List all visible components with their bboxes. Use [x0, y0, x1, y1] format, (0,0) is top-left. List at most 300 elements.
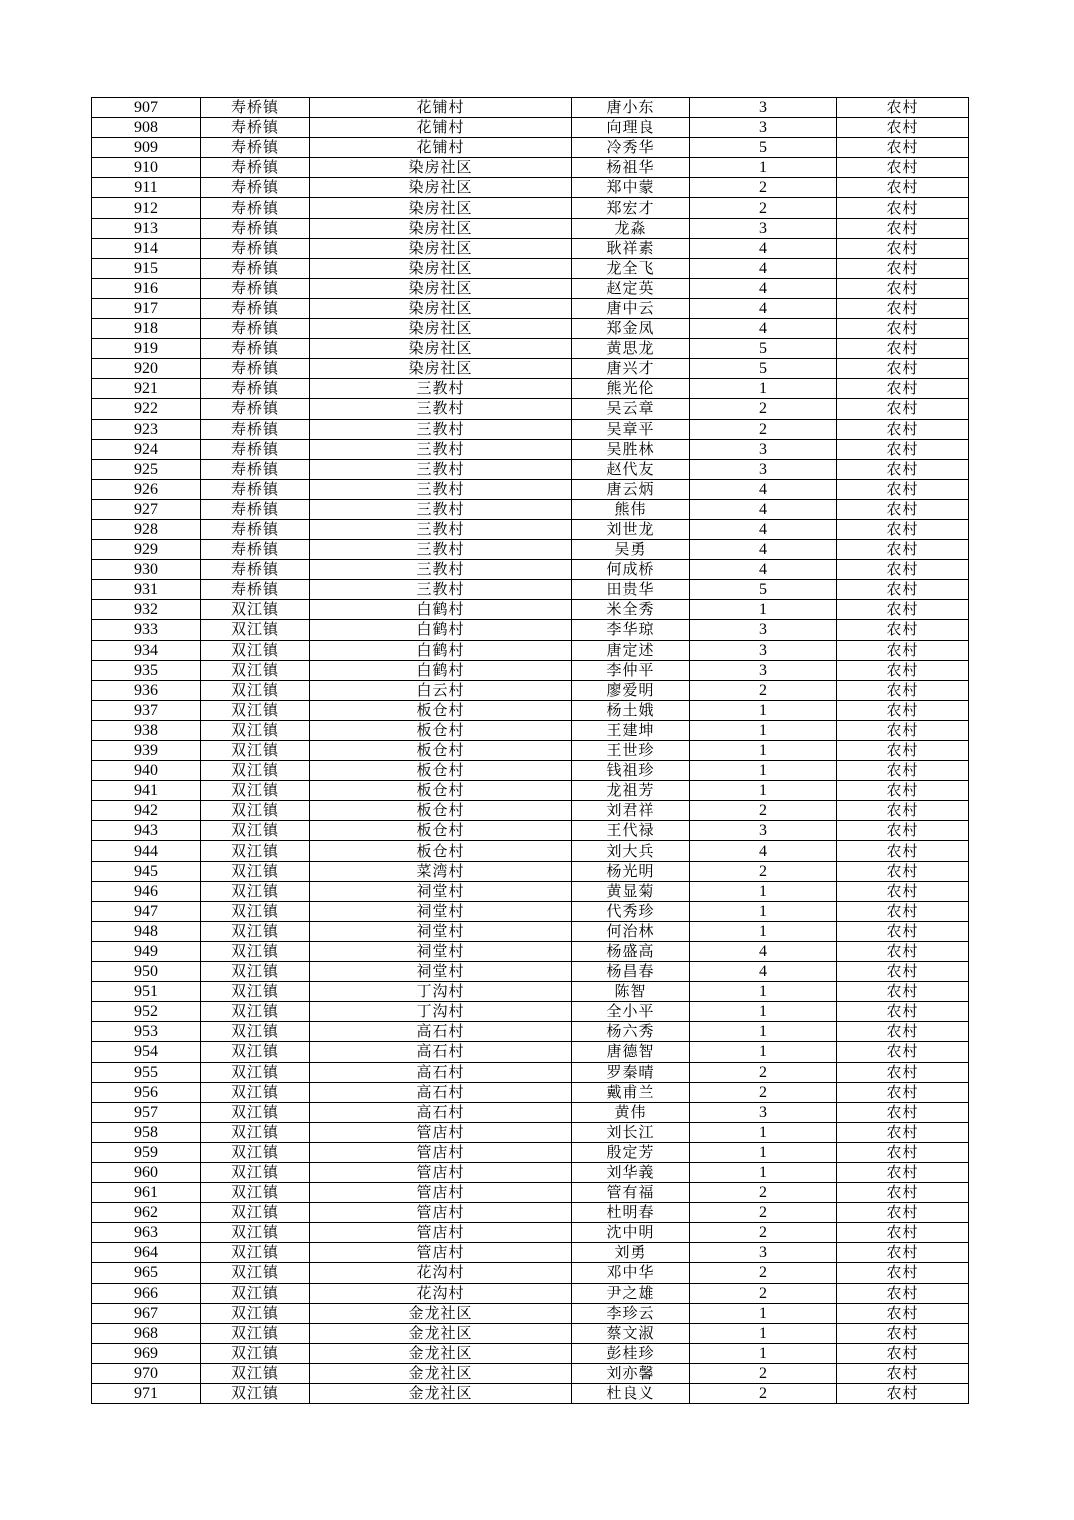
person-name-cell: 钱祖珍 [572, 761, 690, 781]
household-count-cell: 3 [690, 1102, 837, 1122]
village-name-cell: 白鹤村 [310, 660, 572, 680]
town-name-cell: 寿桥镇 [201, 560, 310, 580]
table-row [92, 600, 969, 620]
residence-type-cell: 农村 [837, 298, 969, 318]
person-name-cell: 唐小东 [572, 98, 690, 118]
town-name-cell: 双江镇 [201, 1022, 310, 1042]
residence-type-cell: 农村 [837, 1162, 969, 1182]
person-name-cell: 何成桥 [572, 560, 690, 580]
residence-type-cell: 农村 [837, 359, 969, 379]
village-name-cell: 白鹤村 [310, 600, 572, 620]
residence-type-cell: 农村 [837, 620, 969, 640]
residence-type-cell: 农村 [837, 1203, 969, 1223]
row-number-cell: 969 [92, 1343, 201, 1363]
row-number-cell: 931 [92, 580, 201, 600]
table-row [92, 238, 969, 258]
village-name-cell: 染房社区 [310, 158, 572, 178]
town-name-cell: 双江镇 [201, 620, 310, 640]
residence-type-cell: 农村 [837, 1343, 969, 1363]
person-name-cell: 郑宏才 [572, 198, 690, 218]
residence-type-cell: 农村 [837, 319, 969, 339]
village-name-cell: 染房社区 [310, 198, 572, 218]
town-name-cell: 双江镇 [201, 1203, 310, 1223]
person-name-cell: 黄思龙 [572, 339, 690, 359]
table-row [92, 1042, 969, 1062]
town-name-cell: 双江镇 [201, 941, 310, 961]
residence-type-cell: 农村 [837, 540, 969, 560]
row-number-cell: 941 [92, 781, 201, 801]
residence-type-cell: 农村 [837, 1303, 969, 1323]
person-name-cell: 陈智 [572, 982, 690, 1002]
town-name-cell: 寿桥镇 [201, 238, 310, 258]
household-count-cell: 3 [690, 640, 837, 660]
town-name-cell: 寿桥镇 [201, 419, 310, 439]
table-row [92, 1002, 969, 1022]
town-name-cell: 双江镇 [201, 660, 310, 680]
town-name-cell: 双江镇 [201, 1263, 310, 1283]
residence-type-cell: 农村 [837, 941, 969, 961]
household-count-cell: 3 [690, 459, 837, 479]
village-name-cell: 染房社区 [310, 278, 572, 298]
residence-type-cell: 农村 [837, 1323, 969, 1343]
table-row [92, 1082, 969, 1102]
household-count-cell: 3 [690, 660, 837, 680]
person-name-cell: 唐德智 [572, 1042, 690, 1062]
town-name-cell: 双江镇 [201, 821, 310, 841]
person-name-cell: 戴甫兰 [572, 1082, 690, 1102]
village-name-cell: 三教村 [310, 499, 572, 519]
household-count-cell: 1 [690, 700, 837, 720]
village-name-cell: 管店村 [310, 1223, 572, 1243]
residence-type-cell: 农村 [837, 278, 969, 298]
table-row [92, 580, 969, 600]
row-number-cell: 955 [92, 1062, 201, 1082]
village-name-cell: 板仓村 [310, 761, 572, 781]
household-count-cell: 2 [690, 1082, 837, 1102]
person-name-cell: 李仲平 [572, 660, 690, 680]
row-number-cell: 951 [92, 982, 201, 1002]
person-name-cell: 李珍云 [572, 1303, 690, 1323]
household-count-cell: 4 [690, 941, 837, 961]
household-count-cell: 1 [690, 982, 837, 1002]
residence-type-cell: 农村 [837, 1243, 969, 1263]
table-row [92, 741, 969, 761]
town-name-cell: 寿桥镇 [201, 218, 310, 238]
household-count-cell: 4 [690, 560, 837, 580]
table-row [92, 540, 969, 560]
person-name-cell: 吴云章 [572, 399, 690, 419]
residence-type-cell: 农村 [837, 158, 969, 178]
residence-type-cell: 农村 [837, 901, 969, 921]
residence-type-cell: 农村 [837, 962, 969, 982]
household-count-cell: 3 [690, 821, 837, 841]
person-name-cell: 杨光明 [572, 861, 690, 881]
village-name-cell: 三教村 [310, 580, 572, 600]
village-name-cell: 三教村 [310, 439, 572, 459]
row-number-cell: 944 [92, 841, 201, 861]
residence-type-cell: 农村 [837, 680, 969, 700]
table-row [92, 278, 969, 298]
household-count-cell: 4 [690, 841, 837, 861]
household-count-cell: 1 [690, 1323, 837, 1343]
row-number-cell: 933 [92, 620, 201, 640]
town-name-cell: 双江镇 [201, 1323, 310, 1343]
village-name-cell: 高石村 [310, 1082, 572, 1102]
village-name-cell: 三教村 [310, 419, 572, 439]
table-row [92, 1384, 969, 1404]
row-number-cell: 929 [92, 540, 201, 560]
village-name-cell: 板仓村 [310, 720, 572, 740]
town-name-cell: 寿桥镇 [201, 580, 310, 600]
residence-type-cell: 农村 [837, 720, 969, 740]
row-number-cell: 953 [92, 1022, 201, 1042]
village-name-cell: 三教村 [310, 560, 572, 580]
residence-type-cell: 农村 [837, 881, 969, 901]
town-name-cell: 寿桥镇 [201, 298, 310, 318]
town-name-cell: 双江镇 [201, 1303, 310, 1323]
village-name-cell: 管店村 [310, 1183, 572, 1203]
table-row [92, 439, 969, 459]
row-number-cell: 962 [92, 1203, 201, 1223]
residence-type-cell: 农村 [837, 1263, 969, 1283]
household-count-cell: 4 [690, 499, 837, 519]
household-count-cell: 1 [690, 1162, 837, 1182]
household-count-cell: 4 [690, 298, 837, 318]
table-row [92, 178, 969, 198]
residence-type-cell: 农村 [837, 339, 969, 359]
person-name-cell: 彭桂珍 [572, 1343, 690, 1363]
residence-type-cell: 农村 [837, 861, 969, 881]
residence-type-cell: 农村 [837, 1183, 969, 1203]
row-number-cell: 914 [92, 238, 201, 258]
town-name-cell: 寿桥镇 [201, 278, 310, 298]
table-row [92, 1283, 969, 1303]
village-name-cell: 白鹤村 [310, 640, 572, 660]
table-row [92, 640, 969, 660]
household-count-cell: 1 [690, 158, 837, 178]
person-name-cell: 王建坤 [572, 720, 690, 740]
residence-type-cell: 农村 [837, 1022, 969, 1042]
household-count-cell: 3 [690, 118, 837, 138]
household-count-cell: 4 [690, 540, 837, 560]
row-number-cell: 922 [92, 399, 201, 419]
household-count-cell: 4 [690, 962, 837, 982]
table-row [92, 258, 969, 278]
residence-type-cell: 农村 [837, 118, 969, 138]
row-number-cell: 930 [92, 560, 201, 580]
person-name-cell: 殷定芳 [572, 1142, 690, 1162]
person-name-cell: 杜良义 [572, 1384, 690, 1404]
village-name-cell: 祠堂村 [310, 941, 572, 961]
table-row [92, 962, 969, 982]
village-name-cell: 管店村 [310, 1162, 572, 1182]
residence-type-cell: 农村 [837, 459, 969, 479]
row-number-cell: 967 [92, 1303, 201, 1323]
row-number-cell: 928 [92, 519, 201, 539]
person-name-cell: 熊光伦 [572, 379, 690, 399]
residence-type-cell: 农村 [837, 1363, 969, 1383]
village-name-cell: 丁沟村 [310, 982, 572, 1002]
row-number-cell: 946 [92, 881, 201, 901]
town-name-cell: 寿桥镇 [201, 519, 310, 539]
row-number-cell: 939 [92, 741, 201, 761]
town-name-cell: 双江镇 [201, 982, 310, 1002]
residence-type-cell: 农村 [837, 560, 969, 580]
village-name-cell: 三教村 [310, 459, 572, 479]
village-name-cell: 祠堂村 [310, 962, 572, 982]
household-count-cell: 2 [690, 801, 837, 821]
household-count-cell: 2 [690, 178, 837, 198]
person-name-cell: 唐定述 [572, 640, 690, 660]
person-name-cell: 刘勇 [572, 1243, 690, 1263]
table-row [92, 118, 969, 138]
household-count-cell: 2 [690, 1183, 837, 1203]
table-row [92, 620, 969, 640]
household-count-cell: 1 [690, 901, 837, 921]
household-count-cell: 4 [690, 479, 837, 499]
household-count-cell: 1 [690, 1002, 837, 1022]
village-name-cell: 金龙社区 [310, 1363, 572, 1383]
residence-type-cell: 农村 [837, 1082, 969, 1102]
row-number-cell: 940 [92, 761, 201, 781]
person-name-cell: 廖爱明 [572, 680, 690, 700]
village-name-cell: 板仓村 [310, 700, 572, 720]
person-name-cell: 郑中蒙 [572, 178, 690, 198]
table-row [92, 881, 969, 901]
table-row [92, 680, 969, 700]
residence-type-cell: 农村 [837, 640, 969, 660]
table-row [92, 941, 969, 961]
person-name-cell: 何治林 [572, 921, 690, 941]
residence-type-cell: 农村 [837, 419, 969, 439]
residence-type-cell: 农村 [837, 1002, 969, 1022]
row-number-cell: 935 [92, 660, 201, 680]
person-name-cell: 龙祖芳 [572, 781, 690, 801]
table-row [92, 138, 969, 158]
town-name-cell: 双江镇 [201, 741, 310, 761]
residence-type-cell: 农村 [837, 238, 969, 258]
row-number-cell: 920 [92, 359, 201, 379]
row-number-cell: 910 [92, 158, 201, 178]
village-name-cell: 三教村 [310, 479, 572, 499]
residence-type-cell: 农村 [837, 600, 969, 620]
village-name-cell: 管店村 [310, 1122, 572, 1142]
table-row [92, 841, 969, 861]
residence-type-cell: 农村 [837, 1223, 969, 1243]
village-name-cell: 白云村 [310, 680, 572, 700]
town-name-cell: 双江镇 [201, 841, 310, 861]
household-count-cell: 3 [690, 218, 837, 238]
person-name-cell: 龙全飞 [572, 258, 690, 278]
row-number-cell: 945 [92, 861, 201, 881]
person-name-cell: 杨昌春 [572, 962, 690, 982]
household-count-cell: 2 [690, 1283, 837, 1303]
village-name-cell: 白鹤村 [310, 620, 572, 640]
town-name-cell: 寿桥镇 [201, 459, 310, 479]
table-row [92, 560, 969, 580]
row-number-cell: 918 [92, 319, 201, 339]
household-count-cell: 5 [690, 580, 837, 600]
village-name-cell: 管店村 [310, 1243, 572, 1263]
table-row [92, 700, 969, 720]
town-name-cell: 双江镇 [201, 680, 310, 700]
village-name-cell: 染房社区 [310, 319, 572, 339]
row-number-cell: 927 [92, 499, 201, 519]
town-name-cell: 寿桥镇 [201, 319, 310, 339]
residence-type-cell: 农村 [837, 1283, 969, 1303]
residence-type-cell: 农村 [837, 1102, 969, 1122]
village-name-cell: 染房社区 [310, 178, 572, 198]
town-name-cell: 双江镇 [201, 700, 310, 720]
village-name-cell: 金龙社区 [310, 1323, 572, 1343]
town-name-cell: 双江镇 [201, 1243, 310, 1263]
table-row [92, 298, 969, 318]
person-name-cell: 冷秀华 [572, 138, 690, 158]
table-row [92, 519, 969, 539]
town-name-cell: 双江镇 [201, 761, 310, 781]
person-name-cell: 邓中华 [572, 1263, 690, 1283]
person-name-cell: 熊伟 [572, 499, 690, 519]
row-number-cell: 915 [92, 258, 201, 278]
town-name-cell: 双江镇 [201, 1162, 310, 1182]
row-number-cell: 909 [92, 138, 201, 158]
household-count-cell: 2 [690, 1384, 837, 1404]
residence-type-cell: 农村 [837, 258, 969, 278]
table-row [92, 921, 969, 941]
table-row [92, 720, 969, 740]
town-name-cell: 双江镇 [201, 1183, 310, 1203]
residence-type-cell: 农村 [837, 761, 969, 781]
residence-type-cell: 农村 [837, 660, 969, 680]
row-number-cell: 950 [92, 962, 201, 982]
table-row [92, 359, 969, 379]
table-row [92, 982, 969, 1002]
residence-type-cell: 农村 [837, 1122, 969, 1142]
village-name-cell: 染房社区 [310, 298, 572, 318]
town-name-cell: 双江镇 [201, 1102, 310, 1122]
residence-type-cell: 农村 [837, 1384, 969, 1404]
table-row [92, 801, 969, 821]
residence-type-cell: 农村 [837, 439, 969, 459]
village-name-cell: 花铺村 [310, 138, 572, 158]
row-number-cell: 966 [92, 1283, 201, 1303]
table-row [92, 1183, 969, 1203]
table-row [92, 499, 969, 519]
household-count-cell: 5 [690, 359, 837, 379]
town-name-cell: 双江镇 [201, 1384, 310, 1404]
household-count-cell: 1 [690, 600, 837, 620]
town-name-cell: 寿桥镇 [201, 359, 310, 379]
town-name-cell: 双江镇 [201, 1042, 310, 1062]
row-number-cell: 964 [92, 1243, 201, 1263]
town-name-cell: 寿桥镇 [201, 198, 310, 218]
person-name-cell: 刘长江 [572, 1122, 690, 1142]
person-name-cell: 黄伟 [572, 1102, 690, 1122]
village-name-cell: 染房社区 [310, 258, 572, 278]
row-number-cell: 912 [92, 198, 201, 218]
person-name-cell: 向理良 [572, 118, 690, 138]
village-name-cell: 高石村 [310, 1042, 572, 1062]
residence-type-cell: 农村 [837, 781, 969, 801]
household-count-cell: 2 [690, 1203, 837, 1223]
row-number-cell: 943 [92, 821, 201, 841]
household-count-cell: 1 [690, 781, 837, 801]
row-number-cell: 934 [92, 640, 201, 660]
village-name-cell: 祠堂村 [310, 901, 572, 921]
person-name-cell: 唐中云 [572, 298, 690, 318]
table-row [92, 1323, 969, 1343]
table-row [92, 319, 969, 339]
row-number-cell: 936 [92, 680, 201, 700]
row-number-cell: 923 [92, 419, 201, 439]
table-row [92, 821, 969, 841]
residence-type-cell: 农村 [837, 1062, 969, 1082]
village-name-cell: 染房社区 [310, 359, 572, 379]
row-number-cell: 959 [92, 1142, 201, 1162]
town-name-cell: 双江镇 [201, 781, 310, 801]
person-name-cell: 吴勇 [572, 540, 690, 560]
row-number-cell: 960 [92, 1162, 201, 1182]
town-name-cell: 双江镇 [201, 801, 310, 821]
town-name-cell: 寿桥镇 [201, 258, 310, 278]
person-name-cell: 杨土娥 [572, 700, 690, 720]
residence-type-cell: 农村 [837, 499, 969, 519]
person-name-cell: 耿祥素 [572, 238, 690, 258]
person-name-cell: 赵代友 [572, 459, 690, 479]
town-name-cell: 双江镇 [201, 1002, 310, 1022]
village-name-cell: 金龙社区 [310, 1303, 572, 1323]
person-name-cell: 刘亦馨 [572, 1363, 690, 1383]
person-name-cell: 李华琼 [572, 620, 690, 640]
row-number-cell: 917 [92, 298, 201, 318]
village-name-cell: 染房社区 [310, 339, 572, 359]
table-row [92, 1363, 969, 1383]
person-name-cell: 刘君祥 [572, 801, 690, 821]
person-name-cell: 米全秀 [572, 600, 690, 620]
table-row [92, 399, 969, 419]
village-name-cell: 管店村 [310, 1142, 572, 1162]
residence-type-cell: 农村 [837, 399, 969, 419]
person-name-cell: 田贵华 [572, 580, 690, 600]
village-name-cell: 三教村 [310, 399, 572, 419]
residence-type-cell: 农村 [837, 98, 969, 118]
residence-type-cell: 农村 [837, 700, 969, 720]
town-name-cell: 双江镇 [201, 1062, 310, 1082]
table-row [92, 901, 969, 921]
household-count-cell: 1 [690, 741, 837, 761]
roster-table [91, 97, 969, 1404]
town-name-cell: 寿桥镇 [201, 339, 310, 359]
town-name-cell: 寿桥镇 [201, 138, 310, 158]
residence-type-cell: 农村 [837, 198, 969, 218]
town-name-cell: 寿桥镇 [201, 479, 310, 499]
town-name-cell: 寿桥镇 [201, 158, 310, 178]
household-count-cell: 4 [690, 278, 837, 298]
town-name-cell: 寿桥镇 [201, 118, 310, 138]
village-name-cell: 花沟村 [310, 1263, 572, 1283]
residence-type-cell: 农村 [837, 379, 969, 399]
town-name-cell: 双江镇 [201, 881, 310, 901]
row-number-cell: 971 [92, 1384, 201, 1404]
row-number-cell: 954 [92, 1042, 201, 1062]
residence-type-cell: 农村 [837, 1142, 969, 1162]
town-name-cell: 双江镇 [201, 1223, 310, 1243]
village-name-cell: 染房社区 [310, 238, 572, 258]
table-row [92, 1122, 969, 1142]
residence-type-cell: 农村 [837, 178, 969, 198]
household-count-cell: 1 [690, 720, 837, 740]
household-count-cell: 2 [690, 198, 837, 218]
